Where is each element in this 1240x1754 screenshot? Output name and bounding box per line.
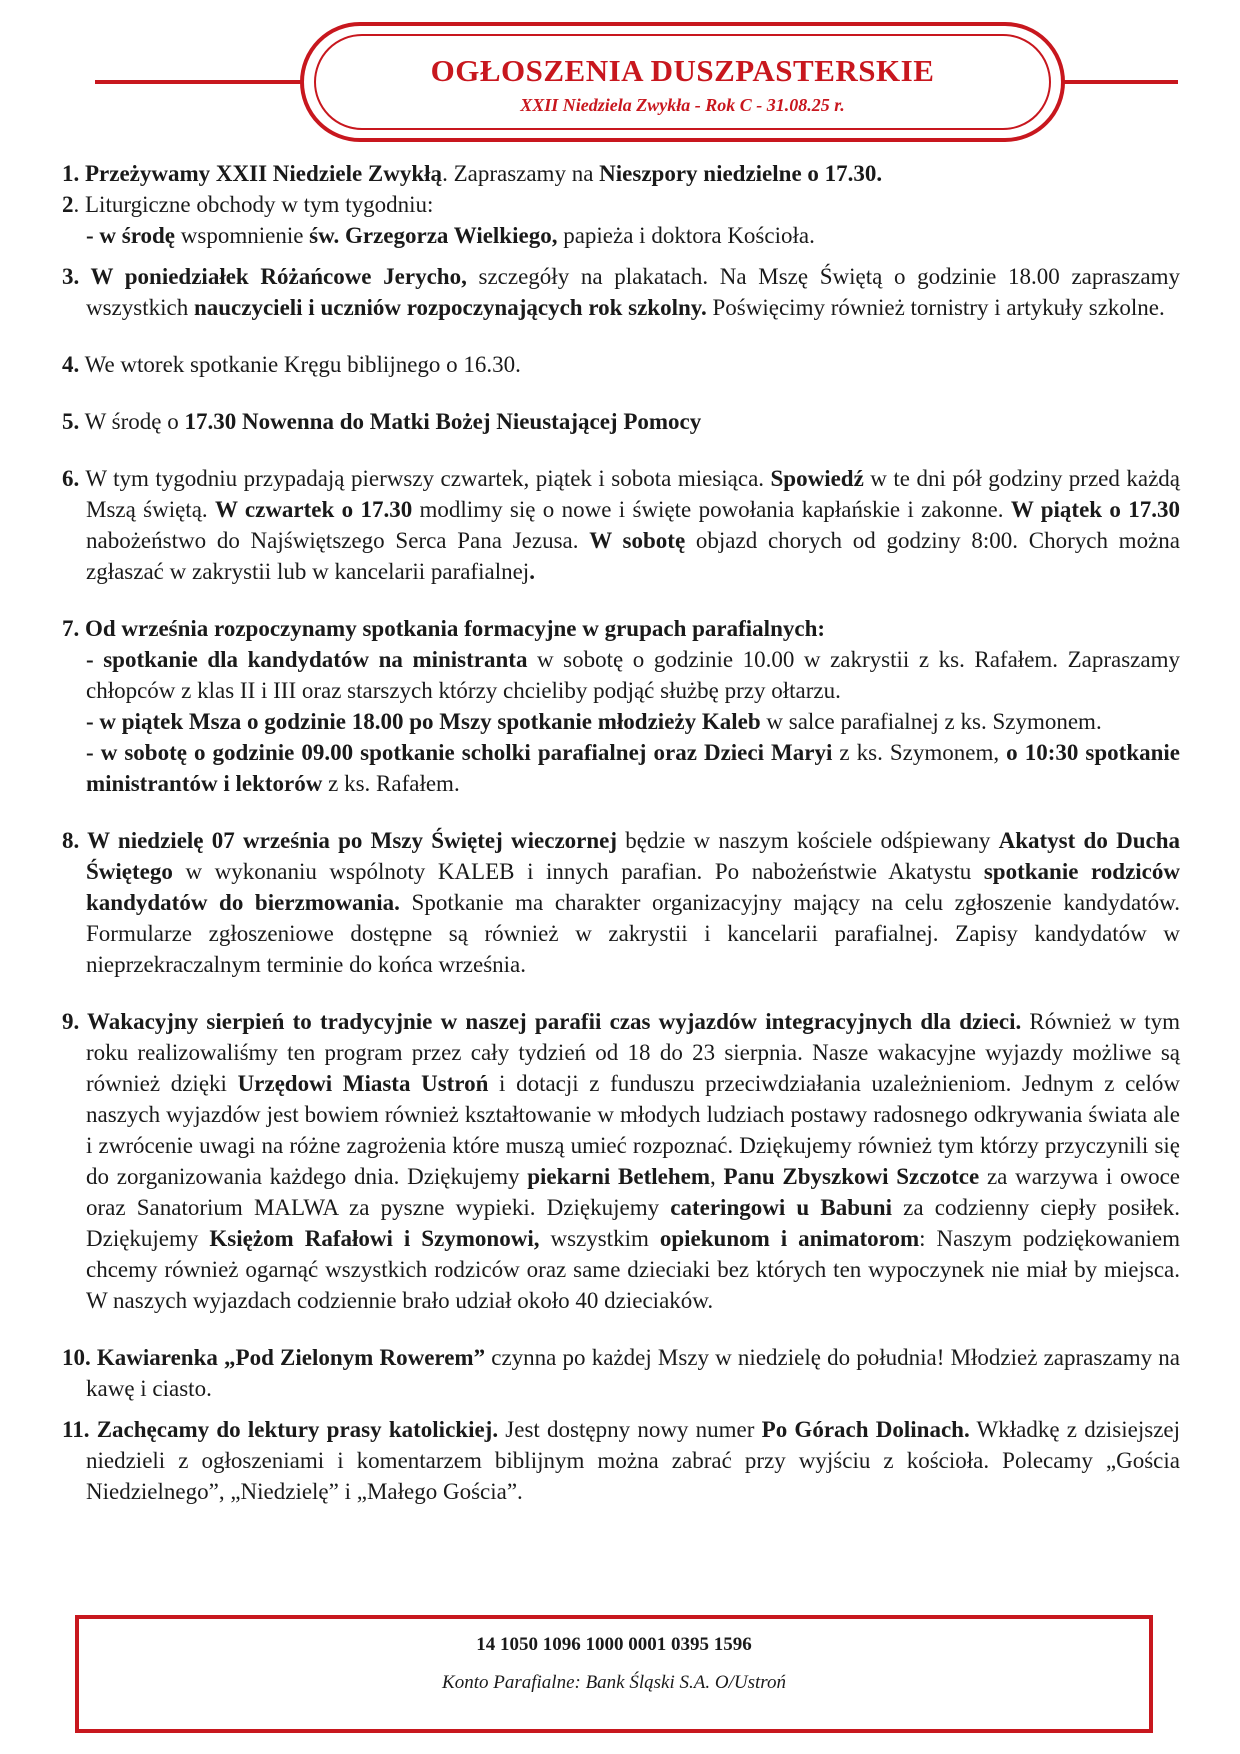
- announcement-number: 6.: [62, 466, 80, 491]
- announcement-7-subitem: [62, 706, 1180, 737]
- bold-text: W piątek o 17.30: [1010, 497, 1180, 522]
- text: modlimy się o nowe i święte powołania kapłańskie i zakonne.: [412, 497, 1011, 522]
- bold-text: Panu Zbyszkowi Szczotce: [723, 1164, 980, 1189]
- announcement-5: [62, 406, 1180, 437]
- announcement-2: [62, 189, 1180, 220]
- text: . Zapraszamy na: [442, 161, 600, 186]
- bank-account-number: 14 1050 1096 1000 0001 0395 1596: [476, 1634, 752, 1655]
- bank-account-label: Konto Parafialne: Bank Śląski S.A. O/Ustroń: [442, 1672, 786, 1693]
- bold-text: opiekunom i animatorom: [659, 1226, 920, 1251]
- text: W środę o: [79, 409, 185, 434]
- announcement-7: [62, 613, 1180, 644]
- bold-text: Urzędowi Miasta Ustroń: [237, 1071, 489, 1096]
- bold-text: - w sobotę o godzinie 09.00 spotkanie scholki parafialnej oraz Dzieci Maryi: [86, 740, 833, 765]
- text: w wykonaniu wspólnoty KALEB i innych parafian. Po nabożeństwie Akatystu: [172, 859, 984, 884]
- text: czynna po każdej Mszy w niedzielę do południa! Młodzież zapraszamy na kawę i ciasto.: [86, 1345, 1181, 1401]
- announcement-number: 11: [62, 1417, 84, 1442]
- text: Również w tym roku realizowaliśmy ten program przez cały tydzień od 18 do 23 sierpnia. Nasze wakacyjne wyjazdy możliwe są również dzięki: [86, 1009, 1180, 1096]
- text: Wkładkę z dzisiejszej niedzieli z ogłoszeniami i komentarzem biblijnym można zabrać przy wyjściu z kościoła. Polecamy „Gościa Niedzielnego”, „Niedzielę” i „Małego Gościa”.: [86, 1417, 1180, 1504]
- bold-text: Księżom Rafałowi i Szymonowi,: [209, 1226, 540, 1251]
- bold-text: 17.30 Nowenna do Matki Bożej Nieustającej Pomocy: [184, 409, 702, 434]
- bold-text: . Zachęcamy do lektury prasy katolickiej.: [83, 1417, 499, 1442]
- text: We wtorek spotkanie Kręgu biblijnego o 16.30.: [79, 352, 521, 377]
- text: . Liturgiczne obchody w tym tygodniu:: [73, 192, 434, 217]
- bold-text: W czwartek o 17.30: [214, 497, 413, 522]
- header-banner: [300, 22, 1065, 142]
- bold-text: cateringowi u Babuni: [670, 1195, 892, 1220]
- text: papieża i doktora Kościoła.: [557, 223, 815, 248]
- bold-text: Nieszpory niedzielne o 17.30.: [599, 161, 883, 186]
- announcement-number: 2: [62, 192, 74, 217]
- bold-text: - w środę: [86, 223, 176, 248]
- bold-text: - spotkanie dla kandydatów na ministranta: [86, 647, 528, 672]
- announcement-7-subitem: [62, 737, 1180, 799]
- bold-text: 10. Kawiarenka „Pod Zielonym Rowerem”: [62, 1345, 486, 1370]
- text: wspomnienie: [175, 223, 310, 248]
- bold-text: W poniedziałek Różańcowe Jerycho,: [90, 264, 467, 289]
- announcement-3: [62, 261, 1180, 323]
- bold-text: W sobotę: [589, 528, 686, 553]
- announcement-number: 1.: [62, 161, 85, 186]
- text: Poświęcimy również tornistry i artykuły szkolne.: [706, 295, 1165, 320]
- announcement-4: [62, 349, 1180, 380]
- bold-text: 9. Wakacyjny sierpień to tradycyjnie w naszej parafii czas wyjazdów integracyjnych dla dzieci.: [62, 1009, 1022, 1034]
- bold-text: nauczycieli i uczniów rozpoczynających rok szkolny.: [193, 295, 707, 320]
- text: Jest dostępny nowy numer: [498, 1417, 762, 1442]
- announcement-2-subitem: [62, 220, 1180, 251]
- bold-text: - w piątek Msza o godzinie 18.00 po Mszy spotkanie młodzieży Kaleb: [86, 709, 761, 734]
- bold-text: piekarni Betlehem: [527, 1164, 711, 1189]
- announcement-9: [62, 1006, 1180, 1316]
- text: z ks. Rafałem.: [322, 771, 460, 796]
- bold-text: 7. Od września rozpoczynamy spotkania formacyjne w grupach parafialnych:: [62, 616, 826, 641]
- text: z ks. Szymonem,: [832, 740, 1007, 765]
- announcement-8: [62, 825, 1180, 980]
- header-banner-inner: [314, 34, 1051, 130]
- text: w salce parafialnej z ks. Szymonem.: [760, 709, 1102, 734]
- bold-text: Przeżywamy XXII Niedziele Zwykłą: [85, 161, 443, 186]
- text: za codzienny ciepły posiłek. Dziękujemy: [86, 1195, 1180, 1251]
- text: : Naszym podziękowaniem chcemy również ogarnąć wszystkich rodziców oraz same dzieciaki bez których ten wypoczynek nie miał by miejsca. W naszych wyjazdach codziennie brało udział około 40 dzieciaków.: [86, 1226, 1180, 1313]
- text: nabożeństwo do Najświętszego Serca Pana Jezusa.: [86, 528, 590, 553]
- bold-text: .: [529, 559, 535, 584]
- bold-text: Spowiedź: [770, 466, 864, 491]
- page-title: OGŁOSZENIA DUSZPASTERSKIE: [430, 53, 935, 88]
- text: Spotkanie ma charakter organizacyjny mający na celu zgłoszenie kandydatów. Formularze zgłoszeniowe dostępne są również w zakrystii i kancelarii parafialnej. Zapisy kandydatów w nieprzekraczalnym terminie do końca września.: [86, 890, 1180, 977]
- text: za warzywa i owoce oraz Sanatorium MALWA za pyszne wypieki. Dziękujemy: [86, 1164, 1181, 1220]
- text: w te dni pół godziny przed każdą Mszą świętą.: [86, 466, 1180, 522]
- announcements: [62, 158, 1180, 1507]
- text: objazd chorych od godziny 8:00. Chorych można zgłaszać w zakrystii lub w kancelarii parafialnej: [86, 528, 1180, 584]
- announcement-11: [62, 1414, 1180, 1507]
- announcement-number: 5.: [62, 409, 80, 434]
- bold-text: spotkanie rodziców kandydatów do bierzmowania.: [86, 859, 1181, 915]
- text: ,: [710, 1164, 724, 1189]
- bold-text: 8. W niedzielę 07 września po Mszy Świętej wieczornej: [62, 828, 618, 853]
- announcement-1: [62, 158, 1180, 189]
- text: szczegóły na plakatach. Na Mszę Świętą o godzinie 18.00 zapraszamy wszystkich: [86, 264, 1180, 320]
- bold-text: o 10:30 spotkanie ministrantów i lektorów: [86, 740, 1181, 796]
- announcement-7-subitem: [62, 644, 1180, 706]
- text: w sobotę o godzinie 10.00 w zakrystii z ks. Rafałem. Zapraszamy chłopców z klas II i III oraz starszych którzy chcieliby podjąć służbę przy ołtarzu.: [86, 647, 1180, 703]
- announcement-number: 4.: [62, 352, 80, 377]
- text: wszystkim: [539, 1226, 660, 1251]
- text: W tym tygodniu przypadają pierwszy czwartek, piątek i sobota miesiąca.: [79, 466, 771, 491]
- announcement-number: 3.: [62, 264, 91, 289]
- bold-text: św. Grzegorza Wielkiego,: [309, 223, 558, 248]
- bank-account-box: [75, 1615, 1153, 1733]
- page-subtitle: XXII Niedziela Zwykła - Rok C - 31.08.25 r.: [520, 95, 845, 115]
- bold-text: Po Górach Dolinach.: [761, 1417, 970, 1442]
- announcement-6: [62, 463, 1180, 587]
- text: będzie w naszym kościele odśpiewany: [617, 828, 999, 853]
- text: i dotacji z funduszu przeciwdziałania uzależnieniom. Jednym z celów naszych wyjazdów jest bowiem również kształtowanie w młodych ludziach postawy radosnego odkrywania świata ale i zwrócenie uwagi na różne zagrożenia które muszą umieć rozpoznać. Dziękujemy również tym którzy przyczynili się do zorganizowania każdego dnia. Dziękujemy: [86, 1071, 1180, 1189]
- announcement-10: [62, 1342, 1180, 1404]
- bold-text: Akatyst do Ducha Świętego: [86, 828, 1180, 884]
